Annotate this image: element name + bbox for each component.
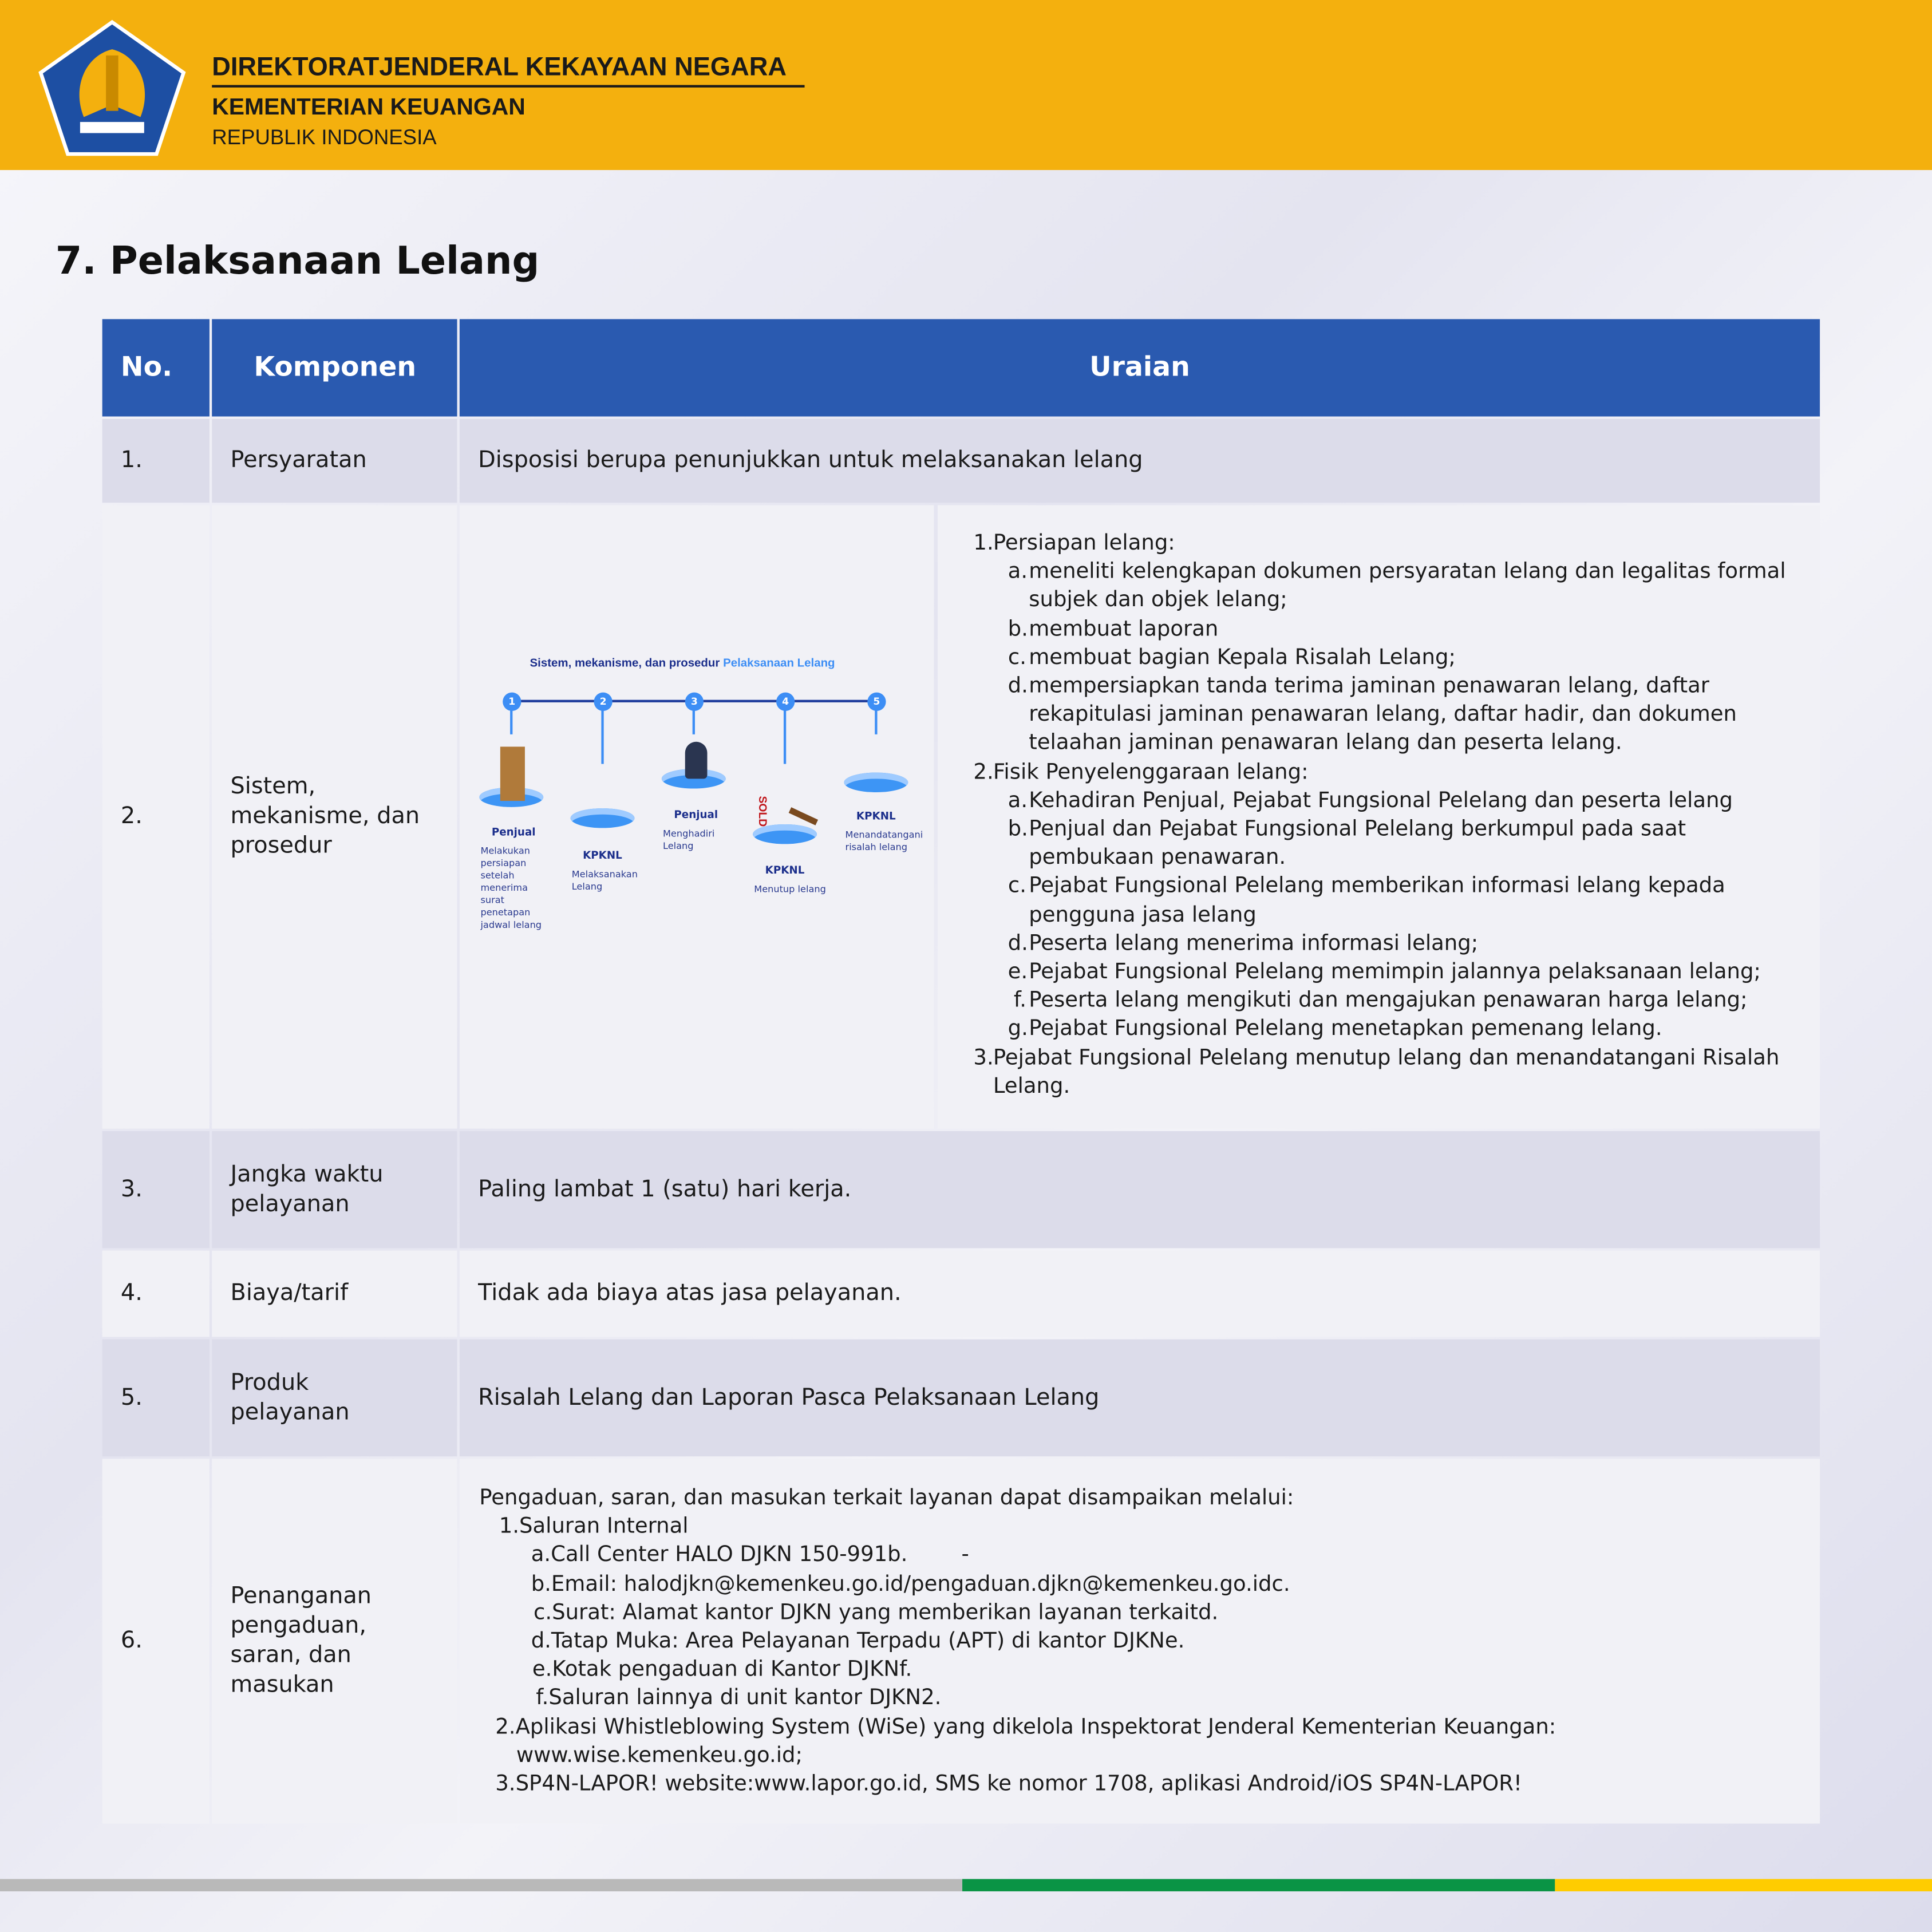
row4-uraian: Tidak ada biaya atas jasa pelayanan. xyxy=(460,1251,1820,1337)
sold-sign-icon: SOLD xyxy=(756,796,769,827)
step-5-pedestal-icon xyxy=(844,773,908,792)
step-connector xyxy=(784,710,785,764)
footer-stripe-green xyxy=(962,1879,1555,1891)
row3-uraian: Paling lambat 1 (satu) hari kerja. xyxy=(460,1131,1820,1248)
step-4-pedestal-icon xyxy=(753,824,817,844)
step-1-actor: Penjual xyxy=(491,827,536,839)
prosedur-item: c. Pejabat Fungsional Pelelang memberikan informasi lelang kepada pengguna jasa lelang xyxy=(1008,874,1725,927)
pengaduan-line: a.Call Center HALO DJKN 150-991b. - xyxy=(531,1543,969,1568)
org-name: DIREKTORATJENDERAL KEKAYAAN NEGARA xyxy=(212,53,787,82)
pengaduan-line: www.wise.kemenkeu.go.id; xyxy=(516,1743,803,1768)
prosedur-item: d. Peserta lelang menerima informasi lelang; xyxy=(1008,931,1479,956)
pengaduan-line: 3.SP4N-LAPOR! website:www.lapor.go.id, SMS ke nomor 1708, aplikasi Android/iOS SP4N-LAPOR! xyxy=(495,1772,1522,1797)
col-header-uraian: Uraian xyxy=(460,319,1820,416)
row2-komponen: Sistem, mekanisme, dan prosedur xyxy=(212,505,457,1128)
prosedur-item: b. Penjual dan Pejabat Fungsional Pelelang berkumpul pada saat pembukaan penawaran. xyxy=(1008,817,1686,871)
step-3-desc: Menghadiri Lelang xyxy=(663,828,715,852)
prosedur-item: a. meneliti kelengkapan dokumen persyaratan lelang dan legalitas formal subjek dan objek lelang; xyxy=(1008,559,1786,613)
prosedur-item: f. Peserta lelang mengikuti dan mengajukan penawaran harga lelang; xyxy=(1013,988,1748,1013)
podium-icon xyxy=(500,746,525,801)
row5-no: 5. xyxy=(102,1340,210,1456)
pengaduan-intro: Pengaduan, saran, dan masukan terkait layanan dapat disampaikan melalui: xyxy=(479,1485,1294,1511)
step-4-actor: KPKNL xyxy=(765,864,805,878)
prosedur-item: 3. Pejabat Fungsional Pelelang menutup lelang dan menandatangani Risalah Lelang. xyxy=(973,1045,1780,1099)
step-5-desc: Menandatangani risalah lelang xyxy=(845,829,923,853)
row3-komponen: Jangka waktu pelayanan xyxy=(212,1131,457,1248)
pengaduan-line: e.Kotak pengaduan di Kantor DJKNf. xyxy=(532,1657,912,1682)
step-2-desc: Melaksanakan Lelang xyxy=(571,868,638,892)
prosedur-list xyxy=(973,530,1811,1102)
step-1-desc: Melakukan persiapan setelah menerima surat penetapan jadwal lelang xyxy=(480,845,542,931)
prosedur-item: a. Kehadiran Penjual, Pejabat Fungsional Pelelang dan peserta lelang xyxy=(1008,788,1733,813)
step-4-marker: 4 xyxy=(776,693,795,711)
row5-komponen: Produk pelayanan xyxy=(212,1340,457,1456)
step-connector xyxy=(510,710,512,734)
step-5-marker: 5 xyxy=(867,693,886,711)
pengaduan-line: 1.Saluran Internal xyxy=(499,1514,689,1539)
step-4-desc: Menutup lelang xyxy=(754,883,826,895)
pengaduan-line: d.Tatap Muka: Area Pelayanan Terpadu (APT) di kantor DJKNe. xyxy=(531,1629,1185,1654)
page-title: 7. Pelaksanaan Lelang xyxy=(55,239,540,284)
prosedur-item: b. membuat laporan xyxy=(1008,617,1219,642)
pengaduan-line: b.Email: halodjkn@kemenkeu.go.id/pengaduan.djkn@kemenkeu.go.idc. xyxy=(531,1571,1290,1597)
prosedur-item: d. mempersiapkan tanda terima jaminan penawaran lelang, daftar rekapitulasi jaminan penawaran lelang, daftar hadir, dan dokumen telaahan jaminan penawaran lelang dan peserta lelang. xyxy=(1008,674,1737,756)
country-name: REPUBLIK INDONESIA xyxy=(212,125,437,149)
step-2-actor: KPKNL xyxy=(583,850,622,863)
row6-no: 6. xyxy=(102,1459,210,1823)
ministry-name: KEMENTERIAN KEUANGAN xyxy=(212,94,526,121)
row6-komponen: Penanganan pengaduan, saran, dan masukan xyxy=(212,1459,457,1823)
step-5-actor: KPKNL xyxy=(856,811,896,823)
footer-stripe-yellow xyxy=(1555,1879,1932,1891)
step-3-marker: 3 xyxy=(685,693,704,711)
row2-no: 2. xyxy=(102,505,210,1128)
prosedur-item: e. Pejabat Fungsional Pelelang memimpin jalannya pelaksanaan lelang; xyxy=(1008,959,1761,985)
prosedur-item: c. membuat bagian Kepala Risalah Lelang; xyxy=(1008,645,1456,670)
step-2-pedestal-icon xyxy=(571,808,635,828)
row5-uraian: Risalah Lelang dan Laporan Pasca Pelaksanaan Lelang xyxy=(460,1340,1820,1456)
prosedur-item: 1. Persiapan lelang: xyxy=(973,531,1175,556)
step-1-marker: 1 xyxy=(503,693,521,711)
step-3-actor: Penjual xyxy=(674,809,718,822)
prosedur-item: g. Pejabat Fungsional Pelelang menetapkan pemenang lelang. xyxy=(1008,1017,1662,1042)
diagram-title: Sistem, mekanisme, dan prosedur Pelaksanaan Lelang xyxy=(530,657,835,670)
person-icon xyxy=(685,742,708,779)
pengaduan-line: f.Saluran lainnya di unit kantor DJKN2. xyxy=(536,1686,942,1711)
pengaduan-text xyxy=(479,1485,1556,1799)
step-2-marker: 2 xyxy=(594,693,612,711)
row4-no: 4. xyxy=(102,1251,210,1337)
step-connector xyxy=(601,710,603,764)
row1-uraian: Disposisi berupa penunjukkan untuk melaksanakan lelang xyxy=(460,419,1820,503)
prosedur-item: 2. Fisik Penyelenggaraan lelang: xyxy=(973,760,1309,785)
row1-komponen: Persyaratan xyxy=(212,419,457,503)
row1-no: 1. xyxy=(102,419,210,503)
pengaduan-line: c.Surat: Alamat kantor DJKN yang memberikan layanan terkaitd. xyxy=(533,1600,1219,1625)
pengaduan-line: 2.Aplikasi Whistleblowing System (WiSe) yang dikelola Inspektorat Jenderal Kementerian Keuangan: xyxy=(495,1714,1556,1740)
col-header-no: No. xyxy=(102,319,210,416)
col-header-komponen: Komponen xyxy=(212,319,457,416)
footer-stripe-gray xyxy=(0,1879,962,1891)
kemenkeu-logo-icon xyxy=(37,18,188,157)
header-divider xyxy=(212,85,804,88)
step-connector xyxy=(875,710,876,734)
step-connector xyxy=(693,710,694,734)
row3-no: 3. xyxy=(102,1131,210,1248)
row4-komponen: Biaya/tarif xyxy=(212,1251,457,1337)
